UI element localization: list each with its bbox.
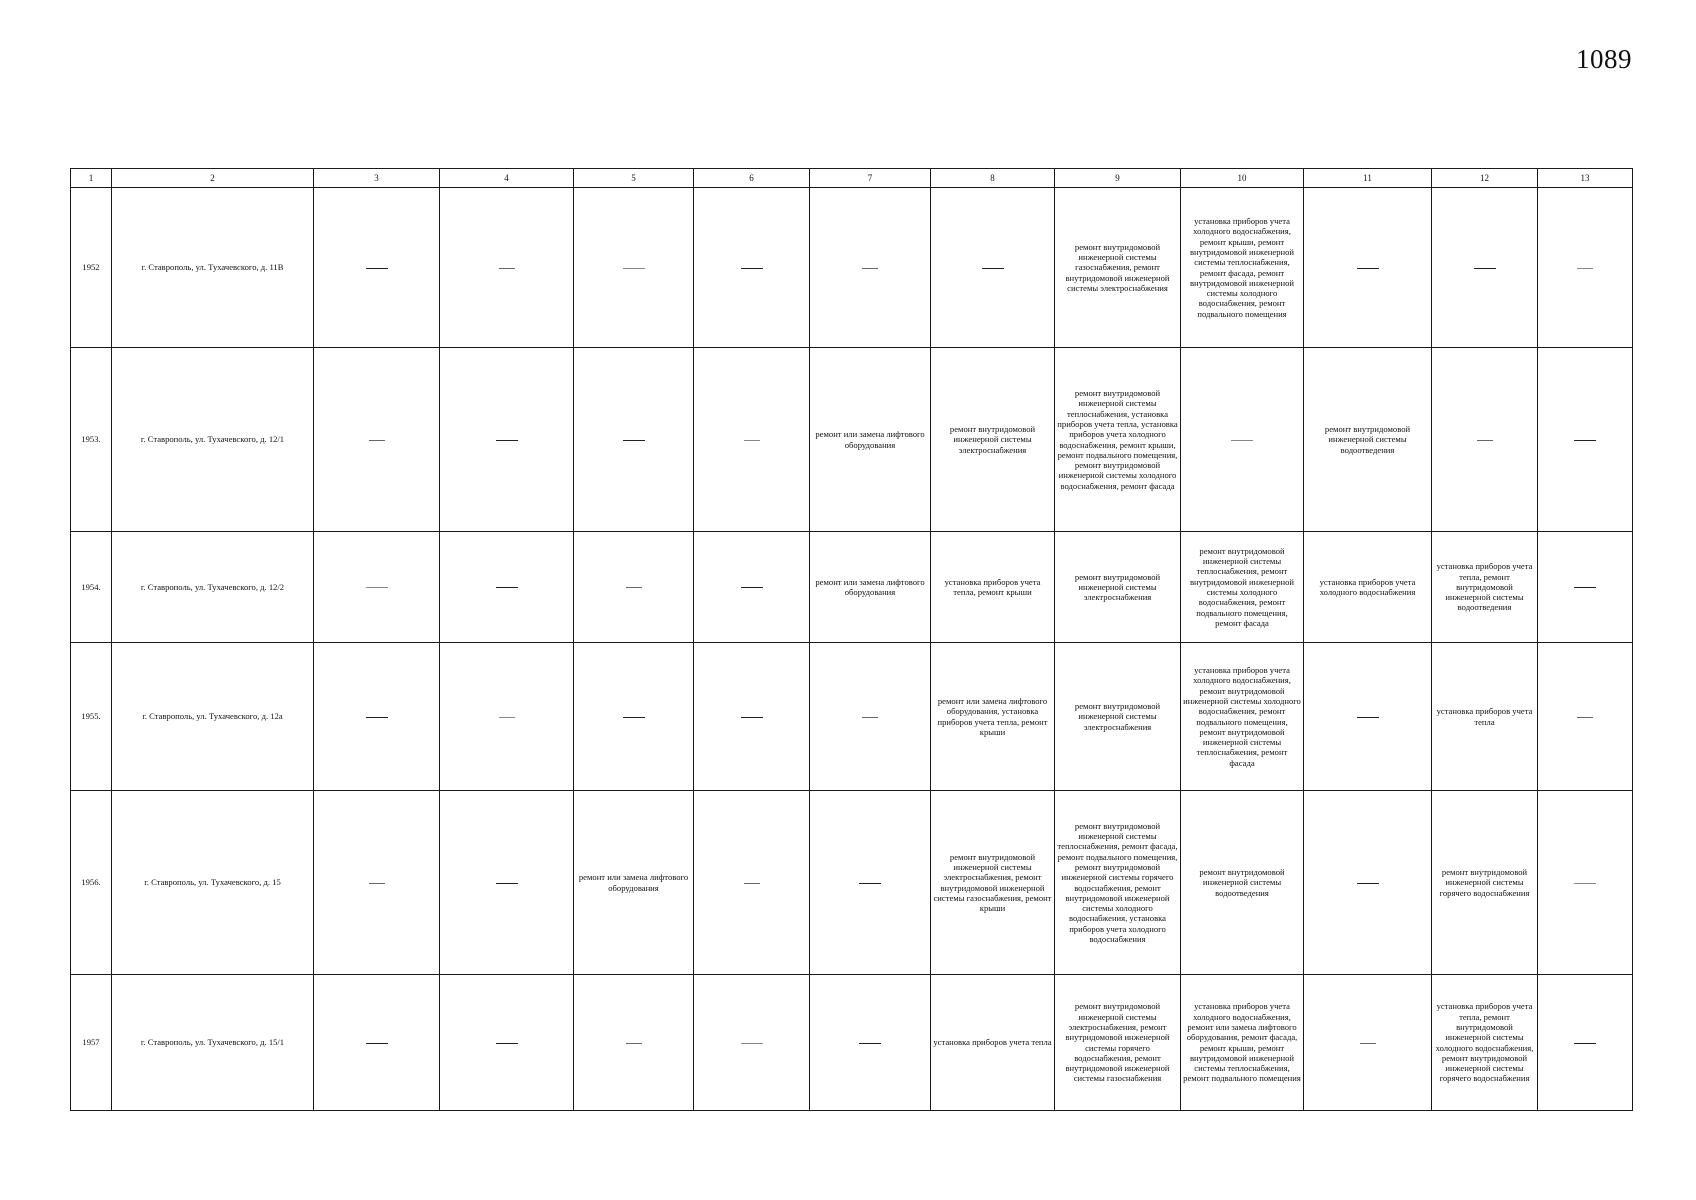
empty-cell — [694, 532, 810, 643]
empty-cell — [574, 975, 694, 1111]
work-type-cell: ремонт или замена лифтового оборудования — [810, 532, 931, 643]
empty-cell — [440, 643, 574, 791]
dash-mark — [366, 717, 388, 718]
empty-cell — [1304, 791, 1432, 975]
work-type-cell: ремонт внутридомовой инженерной системы теплоснабжения, ремонт внутридомовой инженерной системы холодного водоснабжения, ремонт подвального помещения, ремонт фасада — [1181, 532, 1304, 643]
dash-mark — [496, 883, 518, 884]
dash-mark — [741, 717, 763, 718]
column-header: 11 — [1304, 169, 1432, 188]
work-type-cell: ремонт внутридомовой инженерной системы теплоснабжения, ремонт фасада, ремонт подвального помещения, ремонт внутридомовой инженерной системы горячего водоснабжения, ремонт внутридомовой инженерной системы холодного водоснабжения, установка приборов учета холодного водоснабжения — [1055, 791, 1181, 975]
work-type-cell: ремонт внутридомовой инженерной системы горячего водоснабжения — [1432, 791, 1538, 975]
dash-mark — [1574, 440, 1596, 441]
empty-cell — [1538, 532, 1633, 643]
empty-cell — [1538, 188, 1633, 348]
empty-cell — [574, 188, 694, 348]
address-cell: г. Ставрополь, ул. Тухачевского, д. 12/1 — [112, 348, 314, 532]
work-type-cell: установка приборов учета тепла — [1432, 643, 1538, 791]
work-type-cell: ремонт внутридомовой инженерной системы электроснабжения, ремонт внутридомовой инженерной системы горячего водоснабжения, ремонт внутридомовой инженерной системы газоснабжения — [1055, 975, 1181, 1111]
column-header: 4 — [440, 169, 574, 188]
empty-cell — [440, 791, 574, 975]
dash-mark — [741, 1043, 763, 1044]
empty-cell — [1304, 975, 1432, 1111]
dash-mark — [741, 587, 763, 588]
column-header: 12 — [1432, 169, 1538, 188]
empty-cell — [1538, 643, 1633, 791]
empty-cell — [810, 643, 931, 791]
dash-mark — [366, 1043, 388, 1044]
empty-cell — [1304, 188, 1432, 348]
dash-mark — [1357, 268, 1379, 269]
column-header: 13 — [1538, 169, 1633, 188]
dash-mark — [741, 268, 763, 269]
work-type-cell: ремонт внутридомовой инженерной системы газоснабжения, ремонт внутридомовой инженерной системы электроснабжения — [1055, 188, 1181, 348]
work-type-cell: ремонт внутридомовой инженерной системы электроснабжения, ремонт внутридомовой инженерной системы газоснабжения, ремонт крыши — [931, 791, 1055, 975]
work-type-cell: ремонт или замена лифтового оборудования — [574, 791, 694, 975]
row-number: 1956. — [71, 791, 112, 975]
address-cell: г. Ставрополь, ул. Тухачевского, д. 15/1 — [112, 975, 314, 1111]
dash-mark — [499, 268, 515, 269]
row-number: 1955. — [71, 643, 112, 791]
dash-mark — [623, 268, 645, 269]
empty-cell — [440, 975, 574, 1111]
dash-mark — [862, 268, 878, 269]
table-row — [71, 791, 1633, 975]
dash-mark — [626, 587, 642, 588]
dash-mark — [626, 1043, 642, 1044]
dash-mark — [496, 440, 518, 441]
row-number: 1954. — [71, 532, 112, 643]
empty-cell — [1432, 348, 1538, 532]
address-cell: г. Ставрополь, ул. Тухачевского, д. 12а — [112, 643, 314, 791]
work-type-cell: установка приборов учета холодного водоснабжения, ремонт или замена лифтового оборудования, ремонт фасада, ремонт крыши, ремонт внутридомовой инженерной системы теплоснабжения, ремонт подвального помещения — [1181, 975, 1304, 1111]
empty-cell — [574, 643, 694, 791]
dash-mark — [1574, 587, 1596, 588]
dash-mark — [369, 440, 385, 441]
dash-mark — [496, 1043, 518, 1044]
page-number: 1089 — [1576, 44, 1632, 74]
work-type-cell: установка приборов учета холодного водоснабжения, ремонт внутридомовой инженерной системы холодного водоснабжения, ремонт подвального помещения, ремонт внутридомовой инженерной системы теплоснабжения, ремонт фасада — [1181, 643, 1304, 791]
dash-mark — [859, 883, 881, 884]
work-type-cell: установка приборов учета тепла, ремонт внутридомовой инженерной системы холодного водоснабжения, ремонт внутридомовой инженерной системы горячего водоснабжения — [1432, 975, 1538, 1111]
empty-cell — [1538, 348, 1633, 532]
empty-cell — [314, 975, 440, 1111]
table-row — [71, 348, 1633, 532]
empty-cell — [1538, 975, 1633, 1111]
empty-cell — [1538, 791, 1633, 975]
empty-cell — [1432, 188, 1538, 348]
work-type-cell: ремонт или замена лифтового оборудования, установка приборов учета тепла, ремонт крыши — [931, 643, 1055, 791]
empty-cell — [440, 188, 574, 348]
empty-cell — [810, 791, 931, 975]
empty-cell — [931, 188, 1055, 348]
dash-mark — [1474, 268, 1496, 269]
dash-mark — [1357, 883, 1379, 884]
column-header: 10 — [1181, 169, 1304, 188]
dash-mark — [623, 717, 645, 718]
empty-cell — [574, 532, 694, 643]
repair-schedule-table — [70, 168, 1633, 1111]
dash-mark — [859, 1043, 881, 1044]
dash-mark — [1360, 1043, 1376, 1044]
work-type-cell: ремонт внутридомовой инженерной системы водоотведения — [1304, 348, 1432, 532]
empty-cell — [574, 348, 694, 532]
dash-mark — [862, 717, 878, 718]
dash-mark — [496, 587, 518, 588]
column-header: 6 — [694, 169, 810, 188]
column-header: 3 — [314, 169, 440, 188]
column-header: 8 — [931, 169, 1055, 188]
table-row — [71, 975, 1633, 1111]
dash-mark — [1231, 440, 1253, 441]
column-header: 7 — [810, 169, 931, 188]
address-cell: г. Ставрополь, ул. Тухачевского, д. 11В — [112, 188, 314, 348]
work-type-cell: ремонт внутридомовой инженерной системы электроснабжения — [1055, 643, 1181, 791]
address-cell: г. Ставрополь, ул. Тухачевского, д. 12/2 — [112, 532, 314, 643]
dash-mark — [499, 717, 515, 718]
table-row — [71, 188, 1633, 348]
row-number: 1957 — [71, 975, 112, 1111]
empty-cell — [810, 188, 931, 348]
empty-cell — [314, 643, 440, 791]
column-header: 5 — [574, 169, 694, 188]
dash-mark — [366, 268, 388, 269]
work-type-cell: установка приборов учета тепла — [931, 975, 1055, 1111]
work-type-cell: ремонт внутридомовой инженерной системы электроснабжения — [1055, 532, 1181, 643]
work-type-cell: ремонт или замена лифтового оборудования — [810, 348, 931, 532]
empty-cell — [440, 348, 574, 532]
work-type-cell: ремонт внутридомовой инженерной системы водоотведения — [1181, 791, 1304, 975]
empty-cell — [314, 532, 440, 643]
empty-cell — [314, 791, 440, 975]
work-type-cell: установка приборов учета холодного водоснабжения — [1304, 532, 1432, 643]
column-header: 9 — [1055, 169, 1181, 188]
empty-cell — [440, 532, 574, 643]
empty-cell — [810, 975, 931, 1111]
work-type-cell: установка приборов учета холодного водоснабжения, ремонт крыши, ремонт внутридомовой инженерной системы теплоснабжения, ремонт фасада, ремонт внутридомовой инженерной системы холодного водоснабжения, ремонт подвального помещения — [1181, 188, 1304, 348]
dash-mark — [1577, 717, 1593, 718]
dash-mark — [1574, 1043, 1596, 1044]
dash-mark — [623, 440, 645, 441]
dash-mark — [982, 268, 1004, 269]
dash-mark — [1477, 440, 1493, 441]
empty-cell — [314, 348, 440, 532]
dash-mark — [1357, 717, 1379, 718]
dash-mark — [744, 883, 760, 884]
row-number: 1953. — [71, 348, 112, 532]
empty-cell — [694, 348, 810, 532]
work-type-cell: установка приборов учета тепла, ремонт внутридомовой инженерной системы водоотведения — [1432, 532, 1538, 643]
empty-cell — [694, 791, 810, 975]
dash-mark — [369, 883, 385, 884]
table-row — [71, 643, 1633, 791]
row-number: 1952 — [71, 188, 112, 348]
empty-cell — [694, 643, 810, 791]
column-header: 2 — [112, 169, 314, 188]
empty-cell — [694, 975, 810, 1111]
address-cell: г. Ставрополь, ул. Тухачевского, д. 15 — [112, 791, 314, 975]
work-type-cell: ремонт внутридомовой инженерной системы теплоснабжения, установка приборов учета тепла, установка приборов учета холодного водоснабжения, ремонт крыши, ремонт подвального помещения, ремонт внутридомовой инженерной системы холодного водоснабжения, ремонт фасада — [1055, 348, 1181, 532]
dash-mark — [744, 440, 760, 441]
work-type-cell: ремонт внутридомовой инженерной системы электроснабжения — [931, 348, 1055, 532]
empty-cell — [314, 188, 440, 348]
dash-mark — [1577, 268, 1593, 269]
empty-cell — [694, 188, 810, 348]
empty-cell — [1181, 348, 1304, 532]
table-row — [71, 532, 1633, 643]
work-type-cell: установка приборов учета тепла, ремонт крыши — [931, 532, 1055, 643]
dash-mark — [1574, 883, 1596, 884]
dash-mark — [366, 587, 388, 588]
column-header: 1 — [71, 169, 112, 188]
empty-cell — [1304, 643, 1432, 791]
column-number-header-row — [71, 169, 1633, 188]
